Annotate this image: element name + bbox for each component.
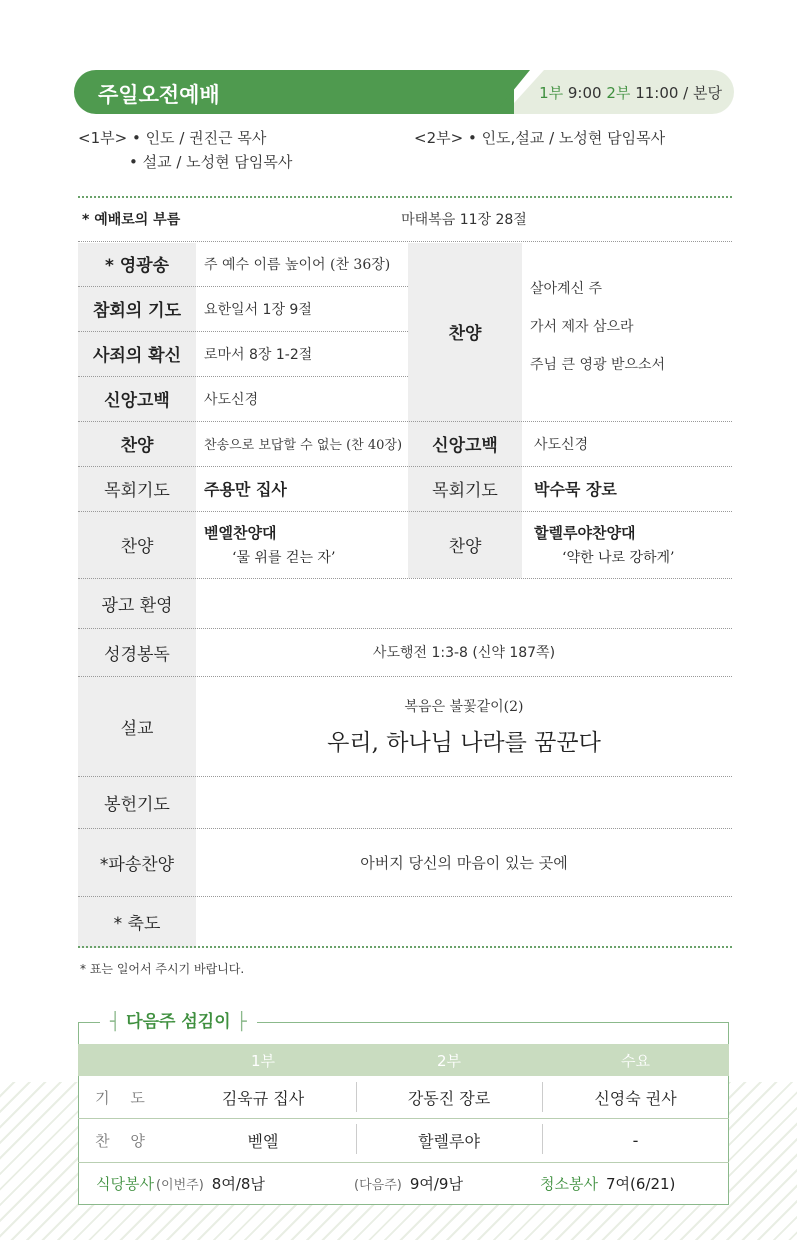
part2-time: 11:00 / 본당 (635, 84, 722, 102)
part1-time: 9:00 (567, 84, 602, 102)
row-praise-part1: 벧엘 (247, 1131, 279, 1151)
creed-label: 신앙고백 (104, 391, 170, 411)
pastoral-prayer-2-label: 목회기도 (432, 481, 498, 501)
row-prayer-label: 기 도 (95, 1088, 153, 1107)
offering-prayer-label: 봉헌기도 (104, 794, 170, 815)
part2-label: 2부 (606, 84, 631, 102)
part2-tag: <2부> (414, 129, 464, 147)
pastoral-prayer-1-label: 목회기도 (104, 481, 170, 501)
page-title: 주일오전예배 (98, 83, 220, 107)
choir-1-song: ‘물 위를 걷는 자’ (232, 550, 336, 566)
confession-label: 참회의 기도 (92, 301, 182, 321)
choir-1 (204, 522, 408, 567)
service-banner (74, 70, 734, 114)
standing-note: * 표는 일어서 주시기 바랍니다. (80, 962, 245, 976)
hymn-mid-list (530, 278, 730, 392)
call-to-worship-value: 마태복음 11장 28절 (401, 211, 527, 228)
gloria-label: * 영광송 (104, 256, 170, 276)
cleaning-label: 청소봉사 (540, 1174, 598, 1193)
choir-1-name: 벧엘찬양대 (204, 524, 277, 542)
creed-value: 사도신경 (204, 391, 259, 408)
part1-preacher: • 설교 / 노성현 담임목사 (129, 153, 293, 171)
row-prayer-part2: 강동진 장로 (407, 1088, 491, 1108)
this-week-label: (이번주) (155, 1177, 204, 1193)
cleaning-service (540, 1162, 675, 1204)
hymn-mid-line-1: 살아계신 주 (530, 281, 603, 297)
scripture-label: 성경봉독 (104, 644, 170, 665)
gloria-value: 주 예수 이름 높이어 (찬 36장) (204, 256, 391, 273)
creed2-label: 신앙고백 (432, 436, 498, 456)
column-wednesday: 수요 (621, 1051, 650, 1070)
sermon-series: 복음은 불꽃같이(2) (404, 699, 524, 715)
next-week-label: (다음주) (354, 1177, 402, 1193)
announcements-label: 광고 환영 (101, 595, 173, 616)
choir-2-label: 찬양 (448, 537, 482, 557)
creed2-value: 사도신경 (534, 436, 589, 453)
part2-leader: • 인도,설교 / 노성현 담임목사 (467, 129, 666, 147)
row-prayer-wednesday: 신영숙 권사 (594, 1088, 677, 1108)
hymn-mid-label: 찬양 (448, 323, 482, 344)
row-prayer-part1: 김욱규 집사 (221, 1088, 305, 1108)
scripture-value: 사도행전 1:3-8 (신약 187쪽) (372, 645, 556, 661)
hymn-label: 찬양 (120, 436, 154, 456)
absolution-value: 로마서 8장 1-2절 (204, 346, 313, 363)
next-week-cafeteria (354, 1162, 463, 1204)
service-times (539, 82, 722, 103)
benediction-label: * 축도 (113, 913, 161, 934)
cleaning-value: 7여(6/21) (605, 1174, 676, 1193)
column-part2: 2부 (436, 1051, 462, 1070)
cafeteria-service (96, 1162, 265, 1204)
row-praise-part2: 할렐루야 (418, 1131, 480, 1151)
this-week-value: 8여/8남 (211, 1174, 265, 1193)
pastoral-prayer-1-value: 주용만 집사 (204, 480, 287, 499)
confession-value: 요한일서 1장 9절 (204, 301, 312, 318)
part1-tag: <1부> (78, 129, 128, 147)
column-part1: 1부 (250, 1051, 276, 1070)
next-week-value: 9여/9남 (409, 1174, 463, 1193)
part1-leader: • 인도 / 권진근 목사 (131, 129, 267, 147)
choir-2-name: 할렐루야찬양대 (534, 524, 636, 542)
closing-hymn-label: *파송찬양 (99, 854, 175, 875)
next-week-title: ┤ 다음주 섬김이 ├ (100, 1010, 257, 1034)
choir-1-label: 찬양 (120, 537, 154, 557)
part1-leaders (78, 126, 292, 174)
absolution-label: 사죄의 확신 (92, 346, 182, 366)
order-of-service (78, 196, 732, 948)
row-praise-label: 찬 양 (95, 1131, 153, 1150)
cafeteria-label: 식당봉사 (96, 1174, 154, 1193)
closing-hymn-value: 아버지 당신의 마음이 있는 곳에 (360, 853, 568, 872)
choir-2-song: ‘약한 나로 강하게’ (562, 550, 675, 566)
call-to-worship-label: * 예배로의 부름 (82, 211, 181, 228)
sermon-title: 우리, 하나님 나라를 꿈꾼다 (327, 730, 601, 756)
sermon-label: 설교 (120, 718, 154, 739)
hymn-mid-line-2: 가서 제자 삼으라 (530, 319, 634, 335)
row-praise-wednesday: - (632, 1130, 639, 1150)
choir-2 (534, 522, 730, 567)
hymn-mid-line-3: 주님 큰 영광 받으소서 (530, 357, 666, 373)
pastoral-prayer-2-value: 박수묵 장로 (534, 480, 617, 499)
part2-leaders (414, 126, 665, 150)
part1-label: 1부 (539, 84, 564, 102)
hymn-value: 찬송으로 보답할 수 없는 (찬 40장) (204, 438, 403, 453)
